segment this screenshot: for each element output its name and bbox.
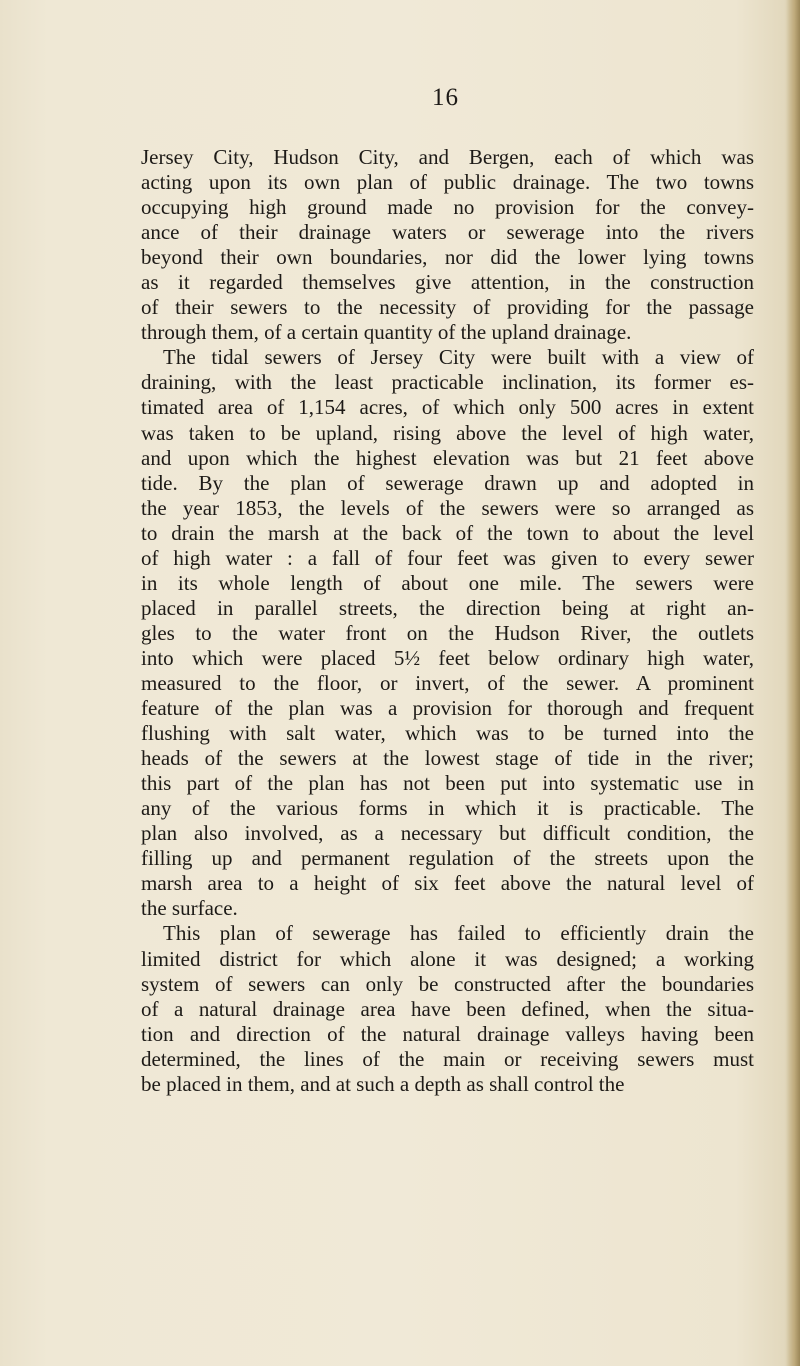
text-line: feature of the plan was a provision for thorough and frequent <box>141 696 754 721</box>
text-line: tion and direction of the natural drainage valleys having been <box>141 1021 754 1046</box>
page-number: 16 <box>432 84 459 111</box>
text-line: This plan of sewerage has failed to efficiently drain the <box>163 921 754 946</box>
text-line: marsh area to a height of six feet above the natural level of <box>141 871 754 896</box>
text-line: of a natural drainage area have been defined, when the situa- <box>141 996 754 1021</box>
text-line: as it regarded themselves give attention, in the construction <box>141 270 754 295</box>
text-line: Jersey City, Hudson City, and Bergen, each of which was <box>141 145 754 169</box>
body-text <box>141 145 754 1097</box>
text-line: flushing with salt water, which was to be turned into the <box>141 721 754 746</box>
page-edge-shadow <box>786 0 800 1366</box>
text-line: be placed in them, and at such a depth as shall control the <box>141 1071 625 1096</box>
text-line: determined, the lines of the main or receiving sewers must <box>141 1046 754 1071</box>
text-line: of high water : a fall of four feet was given to every sewer <box>141 545 754 570</box>
text-line: filling up and permanent regulation of the streets upon the <box>141 846 754 871</box>
text-line: limited district for which alone it was designed; a working <box>141 946 754 971</box>
text-line: and upon which the highest elevation was but 21 feet above <box>141 445 754 470</box>
text-line: into which were placed 5½ feet below ordinary high water, <box>141 645 754 670</box>
text-line: through them, of a certain quantity of the upland drainage. <box>141 320 632 345</box>
text-line: was taken to be upland, rising above the level of high water, <box>141 420 754 445</box>
text-line: plan also involved, as a necessary but difficult condition, the <box>141 821 754 846</box>
text-line: measured to the floor, or invert, of the sewer. A prominent <box>141 670 754 695</box>
text-line: acting upon its own plan of public drainage. The two towns <box>141 170 754 195</box>
text-line: the surface. <box>141 896 238 921</box>
text-line: system of sewers can only be constructed after the boundaries <box>141 971 754 996</box>
text-line: heads of the sewers at the lowest stage of tide in the river; <box>141 746 754 771</box>
text-line: of their sewers to the necessity of providing for the passage <box>141 295 754 320</box>
text-line: timated area of 1,154 acres, of which only 500 acres in extent <box>141 395 754 420</box>
text-line: this part of the plan has not been put into systematic use in <box>141 771 754 796</box>
text-line: The tidal sewers of Jersey City were built with a view of <box>163 345 754 370</box>
text-line: tide. By the plan of sewerage drawn up and adopted in <box>141 470 754 495</box>
paragraph <box>141 145 754 345</box>
text-line: gles to the water front on the Hudson River, the outlets <box>141 620 754 645</box>
text-line: beyond their own boundaries, nor did the lower lying towns <box>141 245 754 270</box>
text-line: draining, with the least practicable inclination, its former es- <box>141 370 754 395</box>
text-line: any of the various forms in which it is practicable. The <box>141 796 754 821</box>
paragraph <box>141 921 754 1096</box>
text-line: occupying high ground made no provision for the convey- <box>141 195 754 220</box>
text-line: the year 1853, the levels of the sewers were so arranged as <box>141 495 754 520</box>
text-line: ance of their drainage waters or sewerage into the rivers <box>141 220 754 245</box>
paragraph <box>141 345 754 921</box>
text-line: placed in parallel streets, the direction being at right an- <box>141 595 754 620</box>
text-line: to drain the marsh at the back of the town to about the level <box>141 520 754 545</box>
text-line: in its whole length of about one mile. The sewers were <box>141 570 754 595</box>
